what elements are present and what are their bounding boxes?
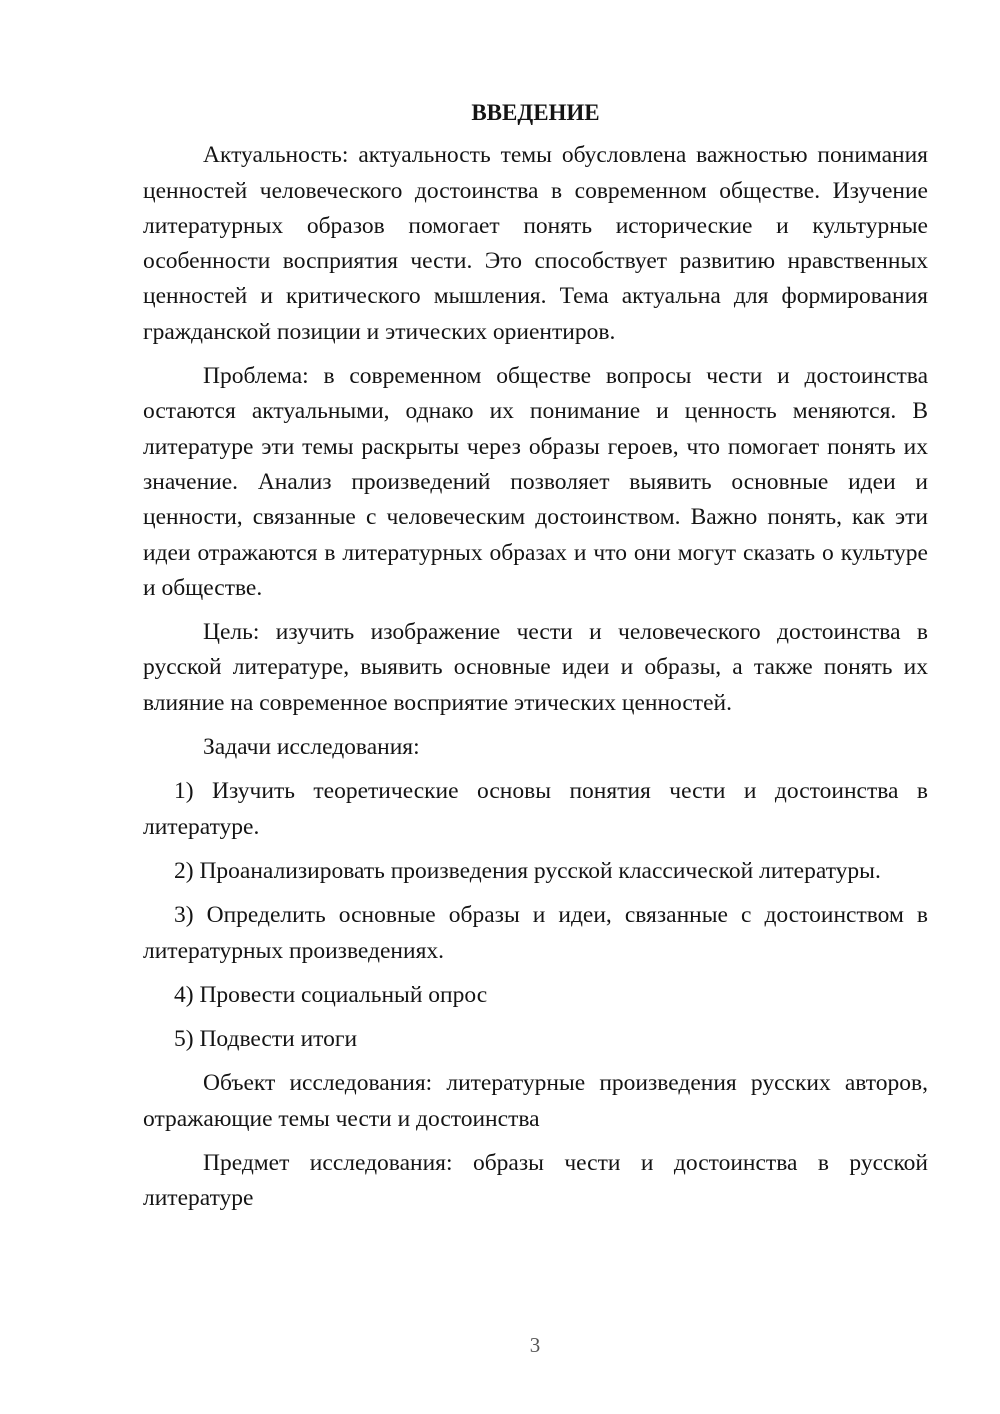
paragraph-object: Объект исследования: литературные произведения русских авторов, отражающие темы чести и достоинства [143,1070,928,1132]
task-item-4: 4) Провести социальный опрос [174,981,488,1008]
task-item-3: 3) Определить основные образы и идеи, связанные с достоинством в литературных произведениях. [143,902,928,964]
page-number: 3 [529,1333,541,1357]
task-item-1: 1) Изучить теоретические основы понятия чести и достоинства в литературе. [143,778,928,840]
paragraph-problem: Проблема: в современном обществе вопросы чести и достоинства остаются актуальными, однако их понимание и ценность меняются. В литературе эти темы раскрыты через образы героев, что помогает понять их значение. Анализ произведений позволяет выявить основные идеи и ценности, связанные с человеческим достоинством. Важно понять, как эти идеи отражаются в литературных образах и что они могут сказать о культуре и обществе. [143,363,928,601]
task-item-5: 5) Подвести итоги [174,1026,358,1053]
page-content [143,95,928,1226]
section-title: ВВЕДЕНИЕ [471,100,600,125]
paragraph-relevance: Актуальность: актуальность темы обусловлена важностью понимания ценностей человеческого достоинства в современном обществе. Изучение литературных образов помогает понять исторические и культурные особенности восприятия чести. Это способствует развитию нравственных ценностей и критического мышления. Тема актуальна для формирования гражданской позиции и этических ориентиров. [143,142,928,345]
task-item-2: 2) Проанализировать произведения русской классической литературы. [174,857,881,884]
paragraph-goal: Цель: изучить изображение чести и человеческого достоинства в русской литературе, выявить основные идеи и образы, а также понять их влияние на современное восприятие этических ценностей. [143,619,928,716]
paragraph-subject: Предмет исследования: образы чести и достоинства в русской литературе [143,1150,928,1212]
paragraph-tasks-heading: Задачи исследования: [203,734,420,761]
